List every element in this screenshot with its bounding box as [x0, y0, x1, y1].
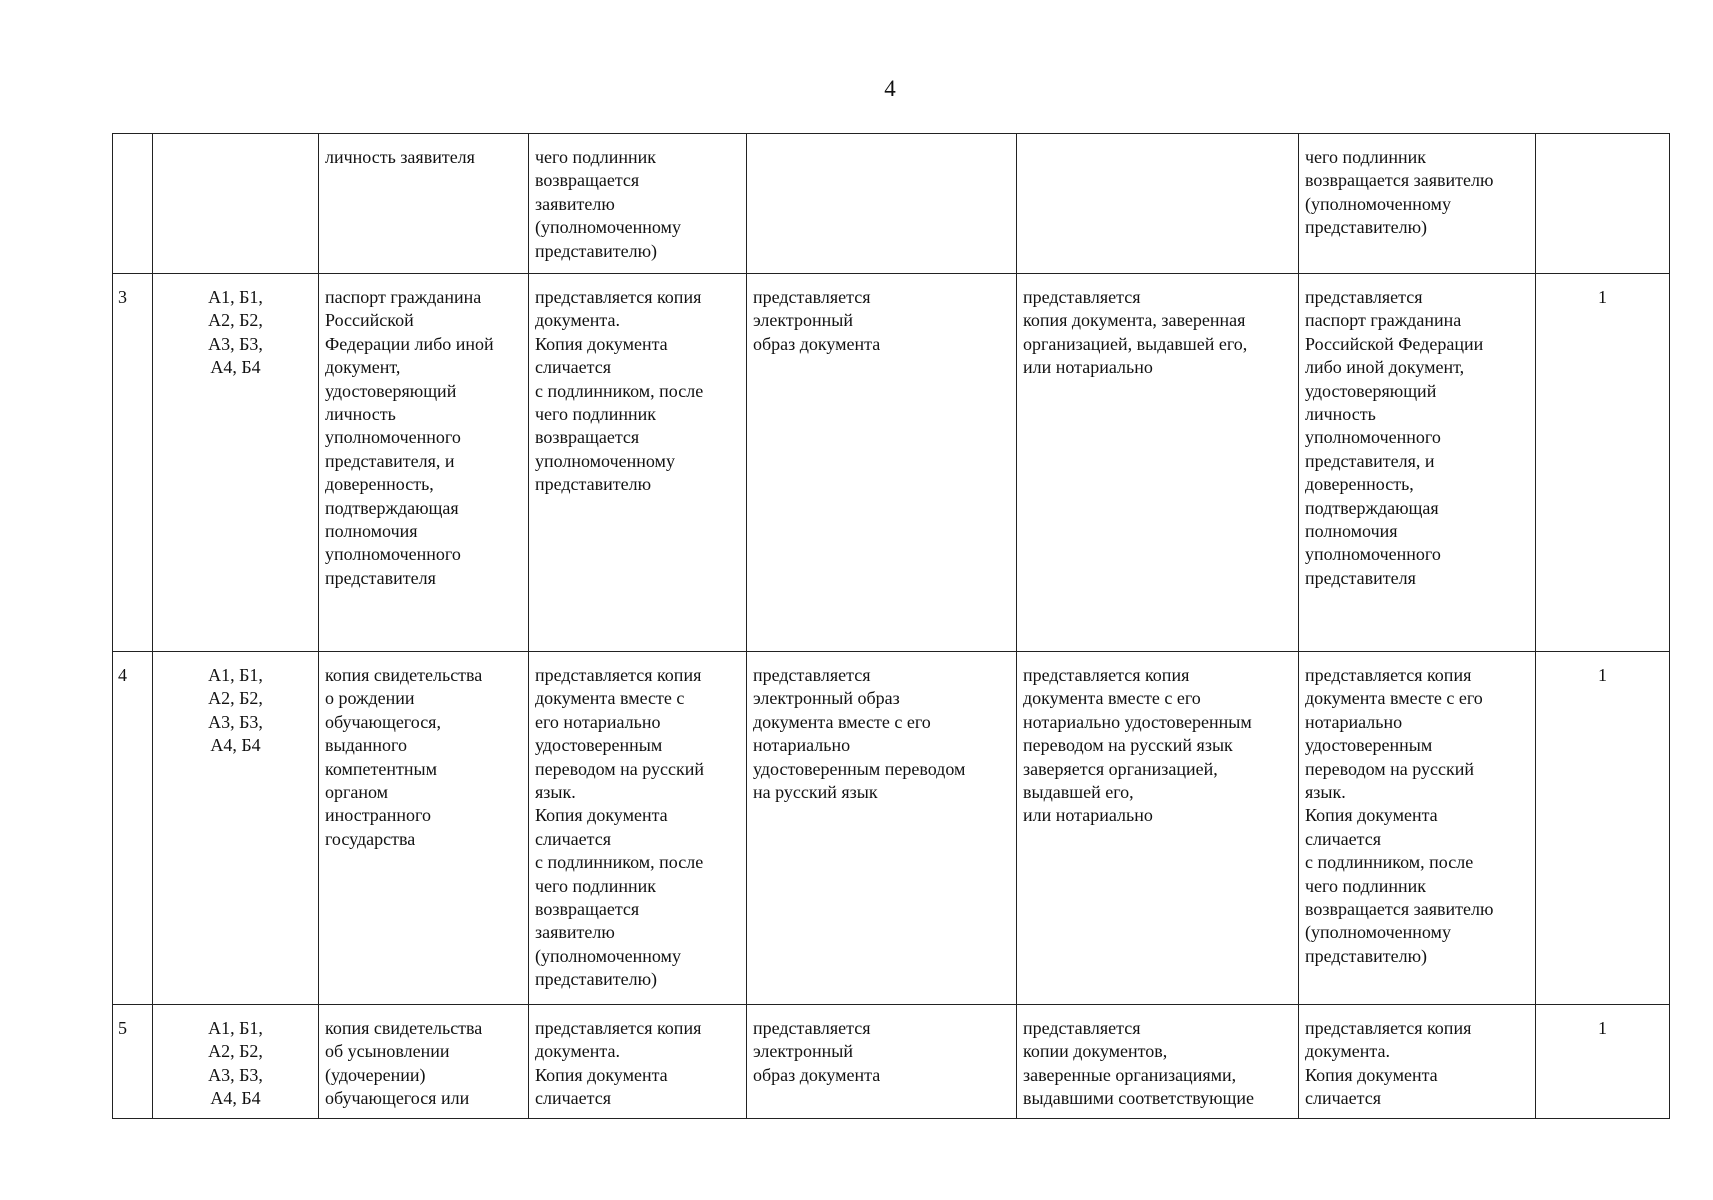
- quantity-cell: 1: [1536, 652, 1670, 1005]
- in-person-submission-cell: представляется копия документа. Копия документа сличается с подлинником, после чего подлинник возвращается уполномоченному представителю: [529, 274, 747, 652]
- electronic-submission-cell: представляется электронный образ документа: [747, 1005, 1017, 1119]
- mail-submission-cell: представляется копии документов, заверенные организациями, выдавшими соответствующие: [1017, 1005, 1299, 1119]
- table-row: [113, 652, 1670, 1005]
- page-number: 4: [884, 76, 896, 101]
- mail-submission-cell: представляется копия документа вместе с его нотариально удостоверенным переводом на русский язык заверяется организацией, выдавшей его, или нотариально: [1017, 652, 1299, 1005]
- applicant-codes-cell: А1, Б1, А2, Б2, А3, Б3, А4, Б4: [153, 274, 319, 652]
- row-number-cell: [113, 134, 153, 274]
- documents-table: [112, 133, 1670, 1119]
- in-person-submission-cell: представляется копия документа. Копия документа сличается: [529, 1005, 747, 1119]
- mfc-submission-cell: представляется копия документа. Копия документа сличается: [1299, 1005, 1536, 1119]
- row-number-cell: 5: [113, 1005, 153, 1119]
- row-number-cell: 3: [113, 274, 153, 652]
- quantity-cell: [1536, 134, 1670, 274]
- applicant-codes-cell: А1, Б1, А2, Б2, А3, Б3, А4, Б4: [153, 652, 319, 1005]
- document-name-cell: копия свидетельства о рождении обучающегося, выданного компетентным органом иностранного государства: [319, 652, 529, 1005]
- mail-submission-cell: представляется копия документа, заверенная организацией, выдавшей его, или нотариально: [1017, 274, 1299, 652]
- quantity-cell: 1: [1536, 274, 1670, 652]
- row-number-cell: 4: [113, 652, 153, 1005]
- electronic-submission-cell: [747, 134, 1017, 274]
- electronic-submission-cell: представляется электронный образ документа вместе с его нотариально удостоверенным переводом на русский язык: [747, 652, 1017, 1005]
- electronic-submission-cell: представляется электронный образ документа: [747, 274, 1017, 652]
- mfc-submission-cell: представляется паспорт гражданина Российской Федерации либо иной документ, удостоверяющий личность уполномоченного представителя, и доверенность, подтверждающая полномочия уполномоченного представителя: [1299, 274, 1536, 652]
- mfc-submission-cell: представляется копия документа вместе с его нотариально удостоверенным переводом на русский язык. Копия документа сличается с подлинником, после чего подлинник возвращается заявителю (уполномоченному представителю): [1299, 652, 1536, 1005]
- document-name-cell: личность заявителя: [319, 134, 529, 274]
- table-row: [113, 274, 1670, 652]
- table-row: [113, 134, 1670, 274]
- table-row: [113, 1005, 1670, 1119]
- mfc-submission-cell: чего подлинник возвращается заявителю (уполномоченному представителю): [1299, 134, 1536, 274]
- document-name-cell: копия свидетельства об усыновлении (удочерении) обучающегося или: [319, 1005, 529, 1119]
- document-name-cell: паспорт гражданина Российской Федерации либо иной документ, удостоверяющий личность уполномоченного представителя, и доверенность, подтверждающая полномочия уполномоченного представителя: [319, 274, 529, 652]
- applicant-codes-cell: А1, Б1, А2, Б2, А3, Б3, А4, Б4: [153, 1005, 319, 1119]
- applicant-codes-cell: [153, 134, 319, 274]
- quantity-cell: 1: [1536, 1005, 1670, 1119]
- in-person-submission-cell: представляется копия документа вместе с его нотариально удостоверенным переводом на русский язык. Копия документа сличается с подлинником, после чего подлинник возвращается заявителю (уполномоченному представителю): [529, 652, 747, 1005]
- mail-submission-cell: [1017, 134, 1299, 274]
- in-person-submission-cell: чего подлинник возвращается заявителю (уполномоченному представителю): [529, 134, 747, 274]
